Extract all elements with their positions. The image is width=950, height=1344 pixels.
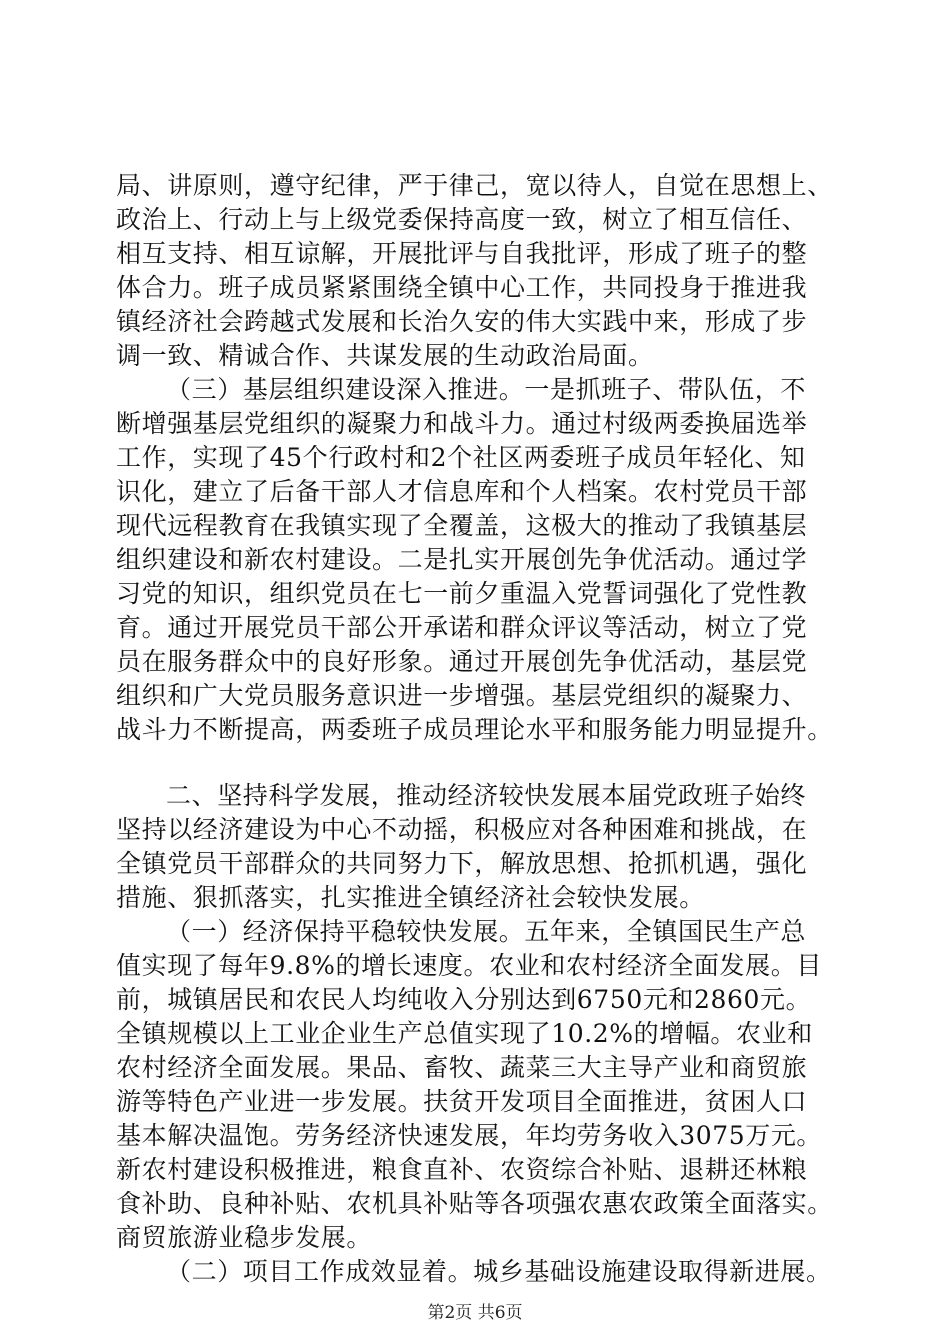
text-line: 镇经济社会跨越式发展和长治久安的伟大实践中来，形成了步: [116, 307, 808, 336]
text-line: 全镇规模以上工业企业生产总值实现了10.2%的增幅。农业和: [116, 1019, 813, 1048]
text-line: （一）经济保持平稳较快发展。五年来，全镇国民生产总: [166, 917, 807, 946]
text-line: 组织建设和新农村建设。二是扎实开展创先争优活动。通过学: [116, 545, 808, 574]
section-heading: 二、坚持科学发展，推动经济较快发展本届党政班子始终: [166, 781, 807, 810]
text-line: 商贸旅游业稳步发展。: [116, 1223, 373, 1252]
text-line: 员在服务群众中的良好形象。通过开展创先争优活动，基层党: [116, 647, 808, 676]
text-line: 局、讲原则，遵守纪律，严于律己，宽以待人，自觉在思想上、: [116, 171, 833, 200]
text-line: （三）基层组织建设深入推进。一是抓班子、带队伍，不: [166, 375, 807, 404]
text-line: 战斗力不断提高，两委班子成员理论水平和服务能力明显提升。: [116, 715, 833, 744]
text-line: 习党的知识，组织党员在七一前夕重温入党誓词强化了党性教: [116, 579, 808, 608]
text-line: 调一致、精诚合作、共谋发展的生动政治局面。: [116, 341, 654, 370]
text-line: 体合力。班子成员紧紧围绕全镇中心工作，共同投身于推进我: [116, 273, 808, 302]
text-line: 新农村建设积极推进，粮食直补、农资综合补贴、退耕还林粮: [116, 1155, 808, 1184]
text-line: 相互支持、相互谅解，开展批评与自我批评，形成了班子的整: [116, 239, 808, 268]
text-line: 前，城镇居民和农民人均纯收入分别达到6750元和2860元。: [116, 985, 812, 1014]
text-line: 识化，建立了后备干部人才信息库和个人档案。农村党员干部: [116, 477, 808, 506]
text-line: 政治上、行动上与上级党委保持高度一致，树立了相互信任、: [116, 205, 808, 234]
text-line: （二）项目工作成效显着。城乡基础设施建设取得新进展。: [166, 1257, 832, 1286]
text-line: 工作，实现了45个行政村和2个社区两委班子成员年轻化、知: [116, 443, 806, 472]
text-line: 食补助、良种补贴、农机具补贴等各项强农惠农政策全面落实。: [116, 1189, 833, 1218]
text-line: 现代远程教育在我镇实现了全覆盖，这极大的推动了我镇基层: [116, 511, 808, 540]
text-line: 育。通过开展党员干部公开承诺和群众评议等活动，树立了党: [116, 613, 808, 642]
text-line: 断增强基层党组织的凝聚力和战斗力。通过村级两委换届选举: [116, 409, 808, 438]
text-line: 值实现了每年9.8%的增长速度。农业和农村经济全面发展。目: [116, 951, 822, 980]
text-line: 基本解决温饱。劳务经济快速发展，年均劳务收入3075万元。: [116, 1121, 823, 1150]
text-line: 坚持以经济建设为中心不动摇，积极应对各种困难和挑战，在: [116, 815, 808, 844]
text-line: 全镇党员干部群众的共同努力下，解放思想、抢抓机遇，强化: [116, 849, 808, 878]
text-line: 游等特色产业进一步发展。扶贫开发项目全面推进，贫困人口: [116, 1087, 808, 1116]
text-line: 组织和广大党员服务意识进一步增强。基层党组织的凝聚力、: [116, 681, 808, 710]
page-number: 第2页 共6页: [427, 1303, 523, 1323]
text-line: 措施、狠抓落实，扎实推进全镇经济社会较快发展。: [116, 883, 705, 912]
text-line: 农村经济全面发展。果品、畜牧、蔬菜三大主导产业和商贸旅: [116, 1053, 808, 1082]
